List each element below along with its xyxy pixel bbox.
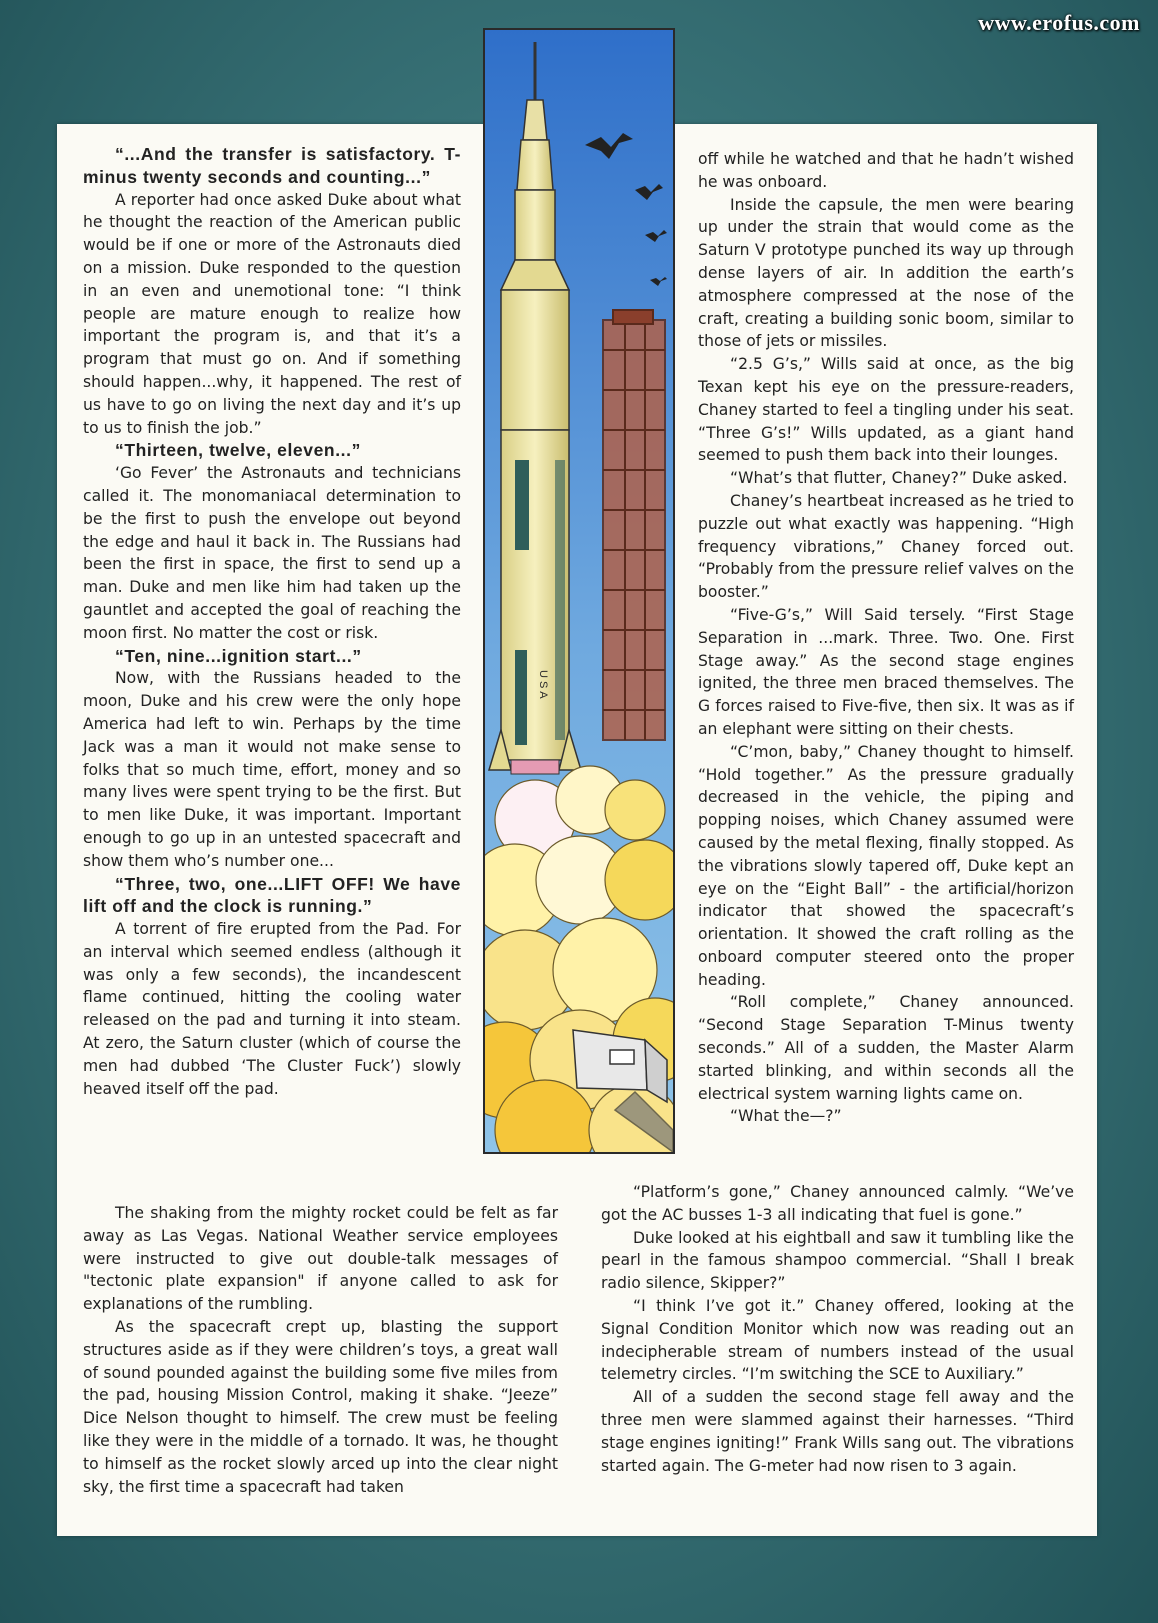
site-watermark: www.erofus.com — [978, 10, 1140, 35]
article-paragraph: “C’mon, baby,” Chaney thought to himself. “Hold together.” As the pressure gradually decreased in the vehicle, the piping and popping noises, which Chaney assumed were caused by the metal flexing, finally stopped. As the vibrations slowly tapered off, Duke kept an eye on the “Eight Ball” - the artificial/horizon indicator that showed the spacecraft’s orientation. It showed the craft rolling as the onboard computer steered onto the proper heading. — [698, 742, 1074, 989]
article-paragraph: “What the—?” — [730, 1107, 842, 1126]
article-paragraph: A torrent of fire erupted from the Pad. For an interval which seemed endless (although it was only a few seconds), the incandescent flame continued, hitting the cooling water released on the pad and turning it into steam. At zero, the Saturn cluster (which of course the men had dubbed ‘The Cluster Fuck’) slowly heaved itself off the pad. — [83, 920, 461, 1098]
article-paragraph: “I think I’ve got it.” Chaney offered, looking at the Signal Condition Monitor which now was reading out an indecipherable stream of numbers instead of the usual telemetry circles. “I’m switching the SCE to Auxiliary.” — [601, 1296, 1074, 1384]
article-paragraph: Now, with the Russians headed to the moon, Duke and his crew were the only hope America had left to win. Perhaps by the time Jack was a man it would not make sense to folks that so much time, effort, money and so many lives were spent trying to be the first. But to men like Duke, it was important. Important enough to go up in an untested spacecraft and show them who’s number one... — [83, 669, 461, 870]
launch-smoke — [485, 766, 673, 1152]
article-paragraph: off while he watched and that he hadn’t wished he was onboard. — [698, 150, 1074, 191]
countdown-quote: “Ten, nine...ignition start...” — [115, 645, 362, 666]
article-paragraph: As the spacecraft crept up, blasting the support structures aside as if they were children’s toys, a great wall of sound pounded against the building some five miles from the pad, housing Mission Control, making it shake. “Jeeze” Dice Nelson thought to himself. The crew must be feeling like they were in the middle of a tornado. It was, he thought to himself as the rocket slowly arced up into the clear night sky, the first time a spacecraft had taken — [83, 1317, 558, 1496]
article-column-bottom-right — [601, 1181, 1074, 1477]
article-paragraph: “Five-G’s,” Will Said tersely. “First Stage Separation in ...mark. Three. Two. One. First Stage away.” As the second stage engines ignited, the three men braced themselves. The G forces raised to Five-five, then six. It was as if an elephant were sitting on their chests. — [698, 605, 1074, 738]
article-paragraph: ‘Go Fever’ the Astronauts and technicians called it. The monomaniacal determination to be the first to push the envelope out beyond the edge and haul it back in. The Russians had been the first in space, the first to send up a man. Duke and men like him had taken up the gauntlet and accepted the goal of reaching the moon first. No matter the cost or risk. — [83, 464, 461, 642]
article-paragraph: A reporter had once asked Duke about what he thought the reaction of the American public would be if one or more of the Astronauts died on a mission. Duke responded to the question in an even and unemotional tone: “I think people are mature enough to realize how important the program is, and that it’s a program that must go on. And if something should happen...why, it happened. The rest of us have to go on living the next day and it’s up to us to finish the job.” — [83, 190, 461, 437]
countdown-quote: “Three, two, one...LIFT OFF! We have lift off and the clock is running.” — [83, 873, 461, 917]
article-paragraph: “Roll complete,” Chaney announced. “Second Stage Separation T-Minus twenty seconds.” All of a sudden, the Master Alarm started blinking, and within seconds all the electrical system warning lights came on. — [698, 993, 1074, 1103]
article-column-left — [83, 143, 461, 1100]
article-paragraph: Chaney’s heartbeat increased as he tried to puzzle out what exactly was happening. “High frequency vibrations,” Chaney forced out. “Probably from the pressure relief valves on the booster.” — [698, 491, 1074, 602]
article-paragraph: “What’s that flutter, Chaney?” Duke asked. — [730, 469, 1068, 488]
article-paragraph: Inside the capsule, the men were bearing up under the strain that would come as the Saturn V prototype punched its way up through dense layers of air. In addition the earth’s atmosphere compressed at the nose of the craft, creating a building sonic boom, similar to those of jets or missiles. — [698, 195, 1074, 351]
article-paragraph: The shaking from the mighty rocket could be felt as far away as Las Vegas. National Weather service employees were instructed to give out double-talk messages of "tectonic plate expansion" if anyone called to ask for explanations of the rumbling. — [83, 1204, 558, 1314]
article-paragraph: All of a sudden the second stage fell away and the three men were slammed against their harnesses. “Third stage engines igniting!” Frank Wills sang out. The vibrations started again. The G-meter had now risen to 3 again. — [601, 1388, 1074, 1475]
article-paragraph: “2.5 G’s,” Wills said at once, as the big Texan kept his eye on the pressure-readers, Chaney started to feel a tingling under his seat. “Three G’s!” Wills updated, as a giant hand seemed to push them back into their lounges. — [698, 355, 1074, 465]
article-paragraph: Duke looked at his eightball and saw it tumbling like the pearl in the famous shampoo commercial. “Shall I break radio silence, Skipper?” — [601, 1228, 1074, 1293]
launch-tower — [603, 310, 665, 740]
countdown-quote: “Thirteen, twelve, eleven...” — [115, 440, 361, 461]
countdown-quote: “...And the transfer is satisfactory. T-minus twenty seconds and counting...” — [83, 144, 461, 187]
rocket-launch-illustration — [483, 28, 675, 1154]
article-column-bottom-left — [83, 1202, 558, 1498]
article-paragraph: “Platform’s gone,” Chaney announced calmly. “We’ve got the AC busses 1-3 all indicating that fuel is gone.” — [601, 1183, 1074, 1224]
article-column-right — [698, 148, 1074, 1128]
usa-label: USA — [537, 670, 549, 702]
